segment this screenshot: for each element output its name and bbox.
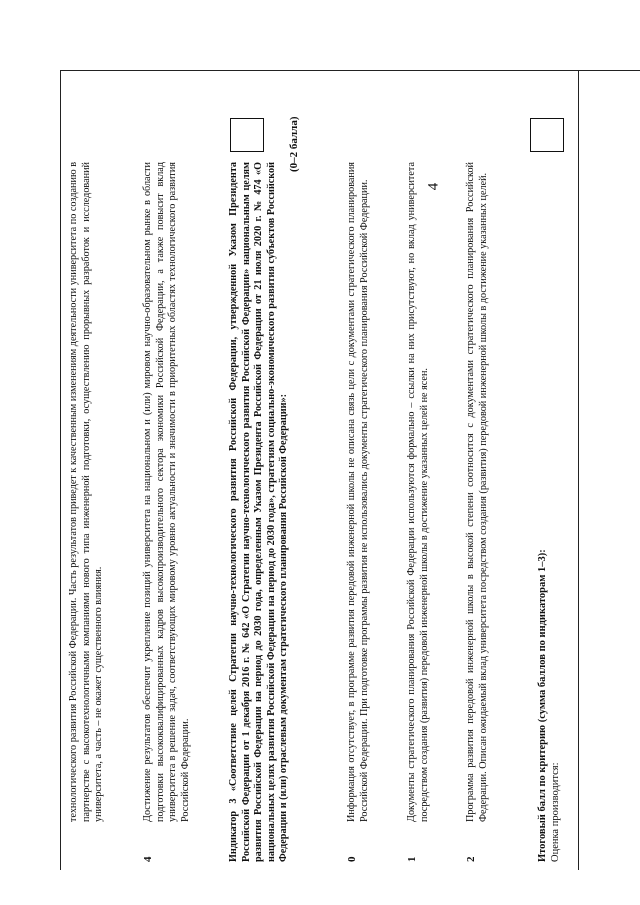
row-number: 1 <box>406 856 418 862</box>
row-number: 2 <box>465 856 477 862</box>
top-border <box>60 70 640 71</box>
score-label: (0–2 балла) <box>288 116 300 172</box>
rating-label: Оценка производится: <box>550 762 561 862</box>
total-label: Итоговый балл по критерию (сумма баллов по индикаторам 1–3): <box>537 549 548 862</box>
total-score-input-box[interactable] <box>530 118 564 152</box>
row-number: 4 <box>142 856 154 862</box>
row-text: Информация отсутствует, в программе развития передовой инженерной школы не описана связь цели с документами стратегического планирования Российской Федерации. При подготовке программы развития не использовались документы стратегического планирования Российской Федерации. <box>346 162 370 822</box>
total-section <box>536 162 562 862</box>
score-input-box[interactable] <box>230 118 264 152</box>
row-text: Достижение результатов обеспечит укрепление позиций университета на национальном и (или) мировом научно-образовательном рынке в области подготовки высококвалифицированных кадров высокопроизводительного сектора экономики Российской Федерации, а также повысит вклад университета в решение задач, соответствующих мировому уровню актуальности и значимости в приоритетных областях технологического развития Российской Федерации. <box>142 162 191 822</box>
row-text: технологического развития Российской Федерации. Часть результатов приведет к качественным изменениям деятельности университета по созданию в партнерстве с высокотехнологичными компаниями нового типа инженерной подготовки, осуществлению прорывных разработок и исследований университета, а часть – не окажет существенного влияния. <box>68 162 105 822</box>
indicator-text: Индикатор 3 «Соответствие целей Стратегии научно-технологического развития Российской Федерации, утвержденной Указом Президента Российской Федерации от 1 декабря 2016 г. № 642 «О Стратегии научно-технологического развития Российской Федерации» национальным целям развития Российской Федерации на период до 2030 года, определенным Указом Президента Российской Федерации от 21 июля 2020 г. № 474 «О национальных целях развития Российской Федерации на период до 2030 года», стратегиям социально-экономического развития субъектов Российской Федерации и (или) отраслевым документам стратегического планирования Российской Федерации»: <box>228 162 290 862</box>
page-number: 4 <box>425 182 442 191</box>
row-number: 0 <box>346 856 358 862</box>
row-text: Документы стратегического планирования Российской Федерации используются формально – ссылки на них присутствуют, но вклад университета посредством создания (развития) передовой инженерной школы в достижение указанных целей не ясен. <box>406 162 430 822</box>
row-text: Программа развития передовой инженерной школы в высокой степени соотносится с документами стратегического планирования Российской Федерации. Описан ожидаемый вклад университета посредством создания (развития) передовой инженерной школы в достижение указанных целей. <box>465 162 489 822</box>
rotated-content <box>60 82 580 862</box>
